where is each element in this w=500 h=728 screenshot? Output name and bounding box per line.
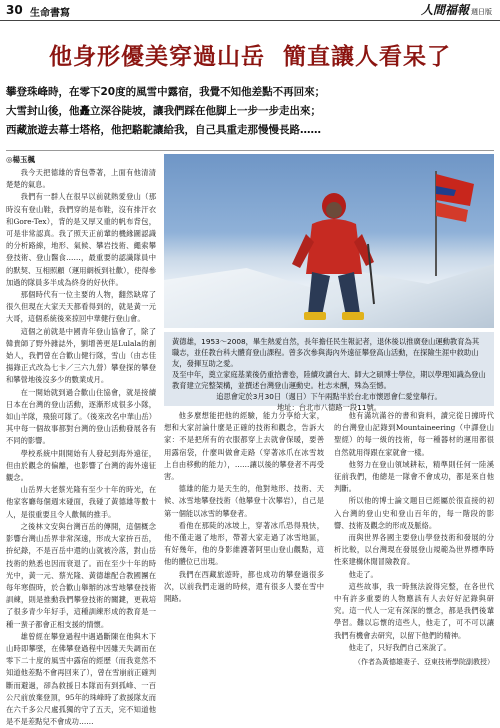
paragraph: 我們有一群人在很早以前就熱愛登山（那時沒有登山鞋，我們穿的是布鞋，沒有排汗衣和Gore-Tex），背的是又厚又重的帆布背包，可是非常認真。我了照天正前輩的機緣圖認識的分析路線，地形、氣候、攀岩技術、繩索攀登技術、登山醫食……，最重要的認識隊員中的默契、互相照顧（運用網板到社歡），使得參加過的隊員多半成為終身的好伙伴。	[6, 192, 156, 287]
caption-text: 黃德雄，1953～2008，畢生熱愛自然，長年擔任民生報記者，退休後以推廣登山運動教育為其職志，並任教台科大體育登山課程。曾多次參與海內外遠征攀登高山活動，在探險生涯中救助山友，發揮互助之愛。	[172, 337, 480, 368]
paragraph: 這些故事，我一時無法說得完整，在各世代中有許多重要的人物應該有人去好好記錄與研究。這一代人一定有深深的懷念，都是我們後輩學習。難以忘懷的這些人，他走了，可不可以讓我們有機會去研究，以留下他們的精神。	[334, 581, 494, 640]
memorial-notice: 追思會定於3月30日（週日）下午兩點半於台北市懷恩會仁愛堂舉行。	[216, 392, 442, 401]
middle-column	[164, 410, 324, 688]
article-headline	[0, 38, 500, 71]
masthead	[421, 1, 492, 18]
paragraph: 我今天把德雄的背包帶著，上面有他清清楚楚的氣息。	[6, 168, 156, 190]
headline-part1: 他身形優美穿過山岳	[49, 43, 265, 70]
climber-figure	[282, 184, 378, 324]
paragraph: 德雄的能力是天生的，他對地形、技術、天候、冰雪地攀登技術（他攀登十次攀岩），自己是第一個能以冰雪的攀登者。	[164, 484, 324, 518]
right-column	[334, 410, 494, 688]
paragraph: 學校系統中則開始有人發起到海外遠征，但由於觀念的偏離，也影響了台灣的海外遠征觀念。	[6, 448, 156, 483]
photo-caption	[164, 332, 494, 412]
paragraph: 那個時代有一位主要的人物，翻然缺席了很久但現在大家天天都看得到的，就是黃一元大哥，這個系統後來掠回中華健行登山會。	[6, 290, 156, 324]
paragraph: 他努力在登山領域耕耘，精準則任何一陸溪征前我們，他總是一隊會不會成功，都是來自他判斷。	[334, 459, 494, 494]
paragraph: 在一開始就到過合歡山住協會，就是接續日本在台灣的登山活動，逐漸形成很多小隊，如山羊隊，飛狼可隊了。（後來改名中華山岳）其中每一個故事都對台灣的登山活動發展各有不同的影響。	[6, 387, 156, 446]
memorial-address: 地址：台北市八德路一段11號。	[276, 403, 382, 412]
paragraph: 他走了。	[348, 569, 378, 579]
paragraph: 他多麼想能把他的經驗，能力分享給大家，想和大家討論什麼是正確的技術和觀念，告訴大家：不是把所有的衣服都穿上去就會保暖，要善用露宿袋，什麼叫做會走路（穿著冰爪在冰雪坡上自由移動的能力），……讓以後的攀登者不再受害。	[164, 411, 324, 482]
page-number: 30	[6, 3, 23, 17]
flag-icon	[426, 166, 476, 276]
climber-photo	[164, 154, 494, 328]
lead-line: 攀登珠峰時，在零下20度的風雪中露宿，我覺不知他差點不再回來；	[6, 86, 326, 98]
lead-line: 西藏旅遊去幕士塔格，他把駱駝讓給我，自己具重走那慢慢長路……	[6, 124, 321, 136]
left-column	[6, 154, 156, 727]
caption-text-2: 及至中年，奠立家庭基業後仍重拾書卷，陸續攻讀台大、師大之碩博士學位，期以學理知識為登山教育建立完整架構，並撰述台灣登山運動史。杜志未酬，殊為至憾。	[172, 370, 486, 390]
paragraph: 看他在那陡的冰坡上，穿著冰爪恐得飛快，他不僅走過了地形，帶著大家走過了冰雪地區，有好幾年，他的身影維護著阿里山登山觀點，這他的體位已出現。	[164, 520, 324, 567]
paragraph: 而與世界各國主要登山學登技術和發展的分析比較，以台灣現在發展登山規範為世界標準時性來建構休閒冒險教育。	[334, 533, 494, 567]
paragraph: 這個之前就是中國青年登山協會了，除了韓貴師了野外雜誌外，劉增善更是Lulala的創始人，我們曾在合歡山健行隊，雪山（由志佳揚錄正式改為七卡／三六九營）攀登探的攀登和攀營地後沒多少的數業成月。	[6, 326, 156, 385]
paragraph: 山岳界大老蔡光隆有至少十年的時光，在他家客廳每個週末碰面，我碰了黃德雄等數十人，是很重要且令人歡佩的推手。	[6, 485, 156, 519]
masthead-sub: 週日版	[471, 8, 492, 16]
headline-part2: 簡直讓人看呆了	[283, 43, 451, 70]
section-title: 生命書寫	[30, 8, 70, 19]
paragraph: 他有滿坑滿谷的書和資料，讀完從日據時代的台灣登山記錄到Mountaineering（中譯登山聖經）的每一級的技術，每一種器材的運用都很自然就用得跟在家就會一樣。	[334, 411, 494, 457]
divider	[6, 150, 494, 151]
lead-line: 大雪封山後，他矗立深谷陡坡，讓我們踩在他脚上一步一步走出來；	[6, 105, 321, 117]
byline: ◎楊玉楓	[6, 155, 36, 164]
paragraph: 我們在西藏旅遊時，都也成功的攀登過很多次，以前我們走過的時候，還有很多人要在雪中開路。	[164, 569, 324, 604]
paragraph: 他走了，只好我們自己來說了。	[348, 642, 451, 652]
author-credit: （作者為黃德雄妻子、亞東技術學院副教授）	[354, 658, 494, 667]
masthead-name: 人間福報	[420, 3, 469, 17]
page-header	[0, 0, 500, 21]
paragraph: 雄曾經在攀登過程中遇過斷陳在他與木下山時即攀墜，在佛攀登過程中因雖天失調而在零下二十度的風雪中露宿的經歷（而我竟然不知道他差點不會再回來了），曾在雪崩前正確判斷而避過，卻為救援日本隊而有到孤峰、一百公尺前放棄登頂，95年的珠峰時了救援隊友而在六千多公尺處孤獨的守了五天，完不知道他是不是差點兒不會成功……	[6, 631, 156, 727]
article-lead	[6, 83, 496, 140]
paragraph: 之後林文安與台灣百岳的傳開，這個概念影響台灣山岳界非常深遠，形成大家拚百岳，拚紀錄，不是百岳中還的山就被冷落，對山岳技術的熟悉也因而衰退了。而在至少十年的時光中，黃一元、蔡光隆、黃德雄配合教國團在每年寒假時，於合歡山舉辦的冰雪地攀登技術訓練，則是推動我們攀登技術的關鍵，更栽培了很多青少年好手，這種訓練形成的教育是一種一蜚子都會正相支援的情懷。	[6, 521, 156, 629]
paragraph: 所以他的博士論文題目已經屬於很直接的初入台灣的登山史和登山百年的，每一階段的影響、技術及觀念的形成及脈絡。	[334, 496, 494, 530]
